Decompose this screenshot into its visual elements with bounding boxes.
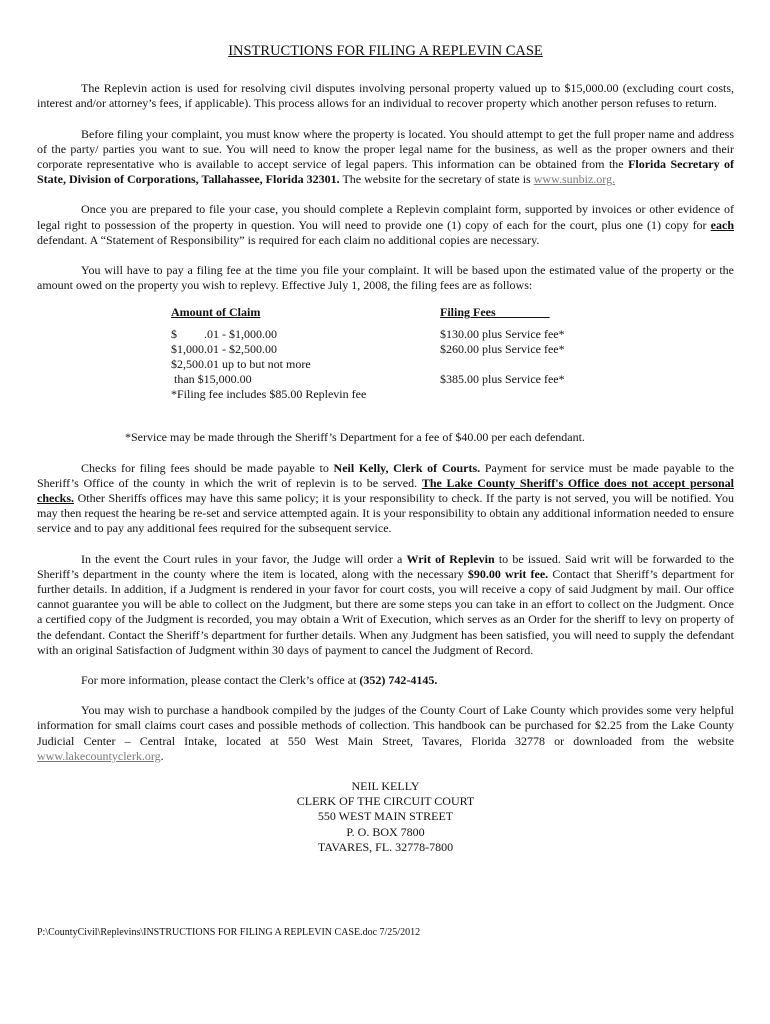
paragraph-contact: For more information, please contact the Clerk’s office at (352) 742-4145. [81,673,438,688]
paragraph-checks: Checks for filing fees should be made payable to Neil Kelly, Clerk of Courts. Payment for service must be made payable to the Sheriff’s Office of the county in which the writ of replevin is to be served. The Lake County Sheriff's Office does not accept personal checks. Other Sheriffs offices may have this same policy; it is your responsibility to check. If the party is not served, you will be notified. You may then request the hearing be re-set and service attempted again. It is your responsibility to obtain any additional information needed to ensure service and to pay any additional fees required for the subsequent service. [37,460,735,536]
fee-row-claim: than $15,000.00 [171,372,252,387]
signature-pobox: P. O. BOX 7800 [346,824,425,839]
fee-header-fees: Filing Fees [440,305,550,320]
paragraph-filing-fee: You will have to pay a filing fee at the time you file your complaint. It will be based upon the estimated value of the property or the amount owed on the property you wish to replevy. Effective July 1, 2008, the filing fees are as follows: [37,263,734,293]
fee-row-claim: $1,000.01 - $2,500.00 [171,342,277,357]
fee-row-claim: $2,500.01 up to but not more [171,357,311,372]
signature-street: 550 WEST MAIN STREET [317,809,454,824]
service-note: *Service may be made through the Sheriff’s Department for a fee of $40.00 per each defendant. [125,430,585,445]
document-page [37,44,734,855]
fee-row-fee: $260.00 plus Service fee* [440,342,565,357]
fee-row-claim: $ .01 - $1,000.00 [171,327,277,342]
paragraph-writ: In the event the Court rules in your favor, the Judge will order a Writ of Replevin to be issued. Said writ will be forwarded to the Sheriff’s department in the county where the item is located, along with the necessary $90.00 writ fee. Contact that Sheriff’s department for further details. In addition, if a Judgment is rendered in your favor for court costs, you will receive a copy of said Judgment by mail. Our office cannot guarantee you will be able to collect on the Judgment, but there are some steps you can take in an effort to collect on the Judgment. Once a certified copy of the Judgment is recorded, you may obtain a Writ of Execution, which serves as an Order for the sheriff to levy on property of the defendant. Contact the Sheriff’s department for further details. When any Judgment has been satisfied, you will need to supply the defendant with an original Satisfaction of Judgment within 30 days of payment to cancel the Judgment of Record. [37,551,734,657]
page-title: INSTRUCTIONS FOR FILING A REPLEVIN CASE [228,43,543,59]
fee-row-fee: $130.00 plus Service fee* [440,327,565,342]
signature-office: CLERK OF THE CIRCUIT COURT [296,794,475,809]
fee-header-claim: Amount of Claim [171,305,261,320]
fee-table [37,305,734,415]
fee-row-fee: $385.00 plus Service fee* [440,372,565,387]
paragraph-prepare-case: Once you are prepared to file your case, you should complete a Replevin complaint form, supported by invoices or other evidence of legal right to possession of the property in question. You will need to provide one (1) copy of each for the court, plus one (1) copy for each defendant. A “Statement of Responsibility” is required for each claim no additional copies are necessary. [37,202,734,247]
fee-note: *Filing fee includes $85.00 Replevin fee [171,387,367,402]
signature-block [37,779,734,855]
paragraph-intro: The Replevin action is used for resolving civil disputes involving personal property valued up to $15,000.00 (excluding court costs, interest and/or attorney’s fees, if applicable). This process allows for an individual to recover property which another person refuses to return. [37,81,734,111]
paragraph-before-filing: Before filing your complaint, you must know where the property is located. You should attempt to get the full proper name and address of the party/ parties you want to sue. You will need to know the proper legal name for the business, as well as the proper owners and their corporate representative who is available to accept service of legal papers. This information can be obtained from the Florida Secretary of State, Division of Corporations, Tallahassee, Florida 32301. The website for the secretary of state is www.sunbiz.org. [37,126,735,187]
signature-name: NEIL KELLY [351,779,420,794]
paragraph-handbook: You may wish to purchase a handbook compiled by the judges of the County Court of Lake County which provides some very helpful information for small claims court cases and possible methods of collection. This handbook can be purchased for $2.25 from the Lake County Judicial Center – Central Intake, located at 550 West Main Street, Tavares, Florida 32778 or downloaded from the website www.lakecountyclerk.org. [37,703,734,763]
sunbiz-link[interactable]: www.sunbiz.org. [533,172,616,187]
signature-city: TAVARES, FL. 32778-7800 [317,839,454,854]
file-path-footer: P:\CountyCivil\Replevins\INSTRUCTIONS FOR FILING A REPLEVIN CASE.doc 7/25/2012 [37,927,421,938]
clerk-website-link[interactable]: www.lakecountyclerk.org [37,748,161,763]
